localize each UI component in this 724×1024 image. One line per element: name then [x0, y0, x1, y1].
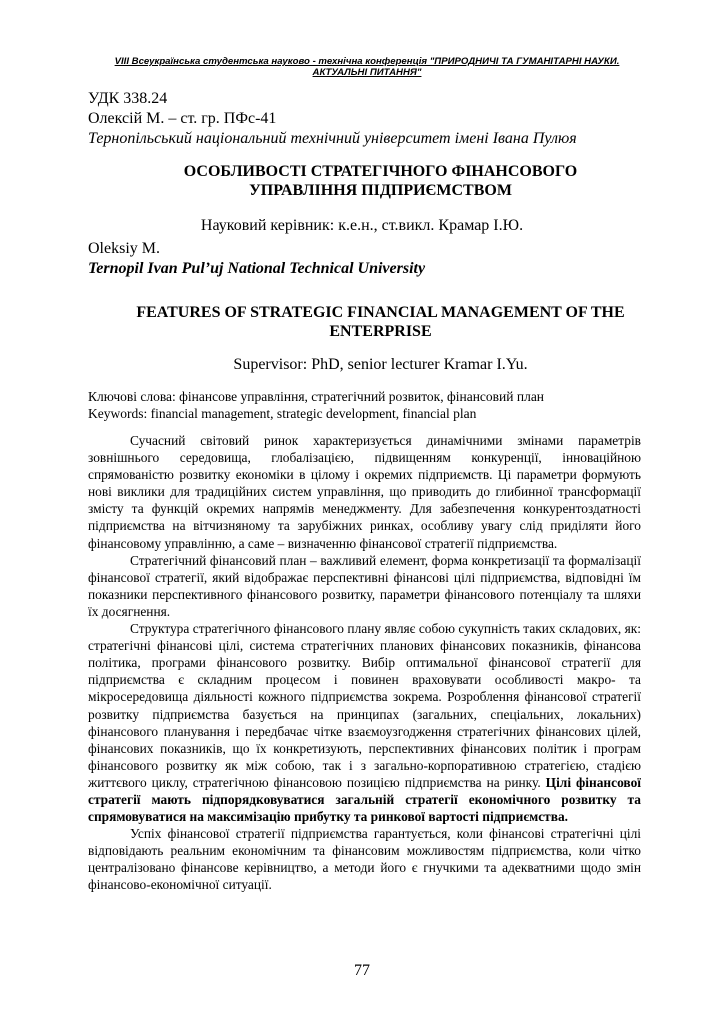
conference-header: [92, 56, 642, 78]
title-uk-line2: УПРАВЛІННЯ ПІДПРИЄМСТВОМ: [249, 182, 512, 199]
paragraph-1: Сучасний світовий ринок характеризується динамічними змінами параметрів зовнішнього середовища, глобалізацією, підвищенням конкуренції, інноваційною спрямованістю розвитку економіки в цілому і окремих підприємств. Ці параметри формують нові виклики для традиційних систем управління, що приводить до глибинної трансформації змісту та функцій окремих напрямів менеджменту. Для забезпечення конкурентоздатності підприємства на вітчизняному та зарубіжних ринках, особливу увагу слід приділяти його фінансовому управлінню, а саме – визначенню фінансової стратегії підприємства.: [88, 433, 641, 551]
paragraph-3-text: Структура стратегічного фінансового плану являє собою сукупність таких складових, як: стратегічні фінансові цілі, система стратегічних планових фінансових показників, фінансова політика, програми фінансового розвитку. Вибір оптимальної фінансової стратегії для підприємства є складним процесом і повинен враховувати особливості макро- та мікросередовища діяльності кожного підприємства зокрема. Розроблення фінансової стратегії розвитку підприємства базується на принципах (загальних, спеціальних, локальних) фінансового планування і передбачає чітке взаємоузгодження стратегічних фінансових цілей, фінансових показників, що їх конкретизують, перспективних фінансових політик і програм фінансового розвитку як між собою, так і з загально-корпоративною стратегією, стадією життєвого циклу, стратегічною фінансовою позицією підприємства на ринку.: [88, 621, 641, 790]
affiliation-uk: Тернопільський національний технічний університет імені Івана Пулюя: [88, 130, 577, 147]
conference-header-line1: VIII Всеукраїнська студентська науково - технічна конференція "ПРИРОДНИЧІ ТА ГУМАНІТАРНІ НАУКИ.: [114, 56, 620, 67]
conference-header-line2: АКТУАЛЬНІ ПИТАННЯ": [312, 67, 422, 78]
author-uk: Олексій М. – ст. гр. ПФс-41: [88, 110, 277, 127]
body-text: [88, 432, 641, 894]
supervisor-uk: Науковий керівник: к.е.н., ст.викл. Крамар І.Ю.: [200, 217, 524, 234]
affiliation-en: Ternopil Ivan Pul’uj National Technical University: [88, 260, 426, 277]
udk-code: УДК 338.24: [88, 90, 168, 107]
paragraph-3: [88, 620, 641, 825]
paragraph-2: Стратегічний фінансовий план – важливий елемент, форма конкретизації та формалізації фінансової стратегії, який відображає перспективні фінансові цілі підприємства, відповідні їм показники перспективного фінансового розвитку, параметри фінансового потенціалу та шляхи їх досягнення.: [88, 552, 641, 619]
title-uk: [88, 162, 673, 200]
author-en: Oleksiy M.: [88, 240, 160, 257]
keywords-en: Keywords: financial management, strategic development, financial plan: [88, 406, 477, 421]
supervisor-en: Supervisor: PhD, senior lecturer Kramar I.Yu.: [233, 356, 528, 373]
title-en-line1: FEATURES OF STRATEGIC FINANCIAL MANAGEMENT OF THE: [136, 304, 625, 321]
page-number: 77: [354, 962, 370, 979]
keywords: [88, 388, 648, 422]
title-uk-line1: ОСОБЛИВОСТІ СТРАТЕГІЧНОГО ФІНАНСОВОГО: [183, 163, 578, 180]
paragraph-4: Успіх фінансової стратегії підприємства гарантується, коли фінансові стратегічні цілі відповідають реальним економічним та фінансовим можливостям підприємства, коли чітко централізовано фінансове керівництво, а методи його є гнучкими та адекватними щодо змін фінансово-економічної ситуації.: [88, 826, 641, 893]
title-en-line2: ENTERPRISE: [329, 323, 432, 340]
keywords-uk: Ключові слова: фінансове управління, стратегічний розвиток, фінансовий план: [88, 389, 545, 404]
paragraph-3-bold-text: Цілі фінансової стратегії мають підпорядковуватися загальній стратегії економічного розвитку та спрямовуватися на максимізацію прибутку та ринкової вартості підприємства.: [88, 774, 641, 825]
title-en: [88, 303, 673, 341]
